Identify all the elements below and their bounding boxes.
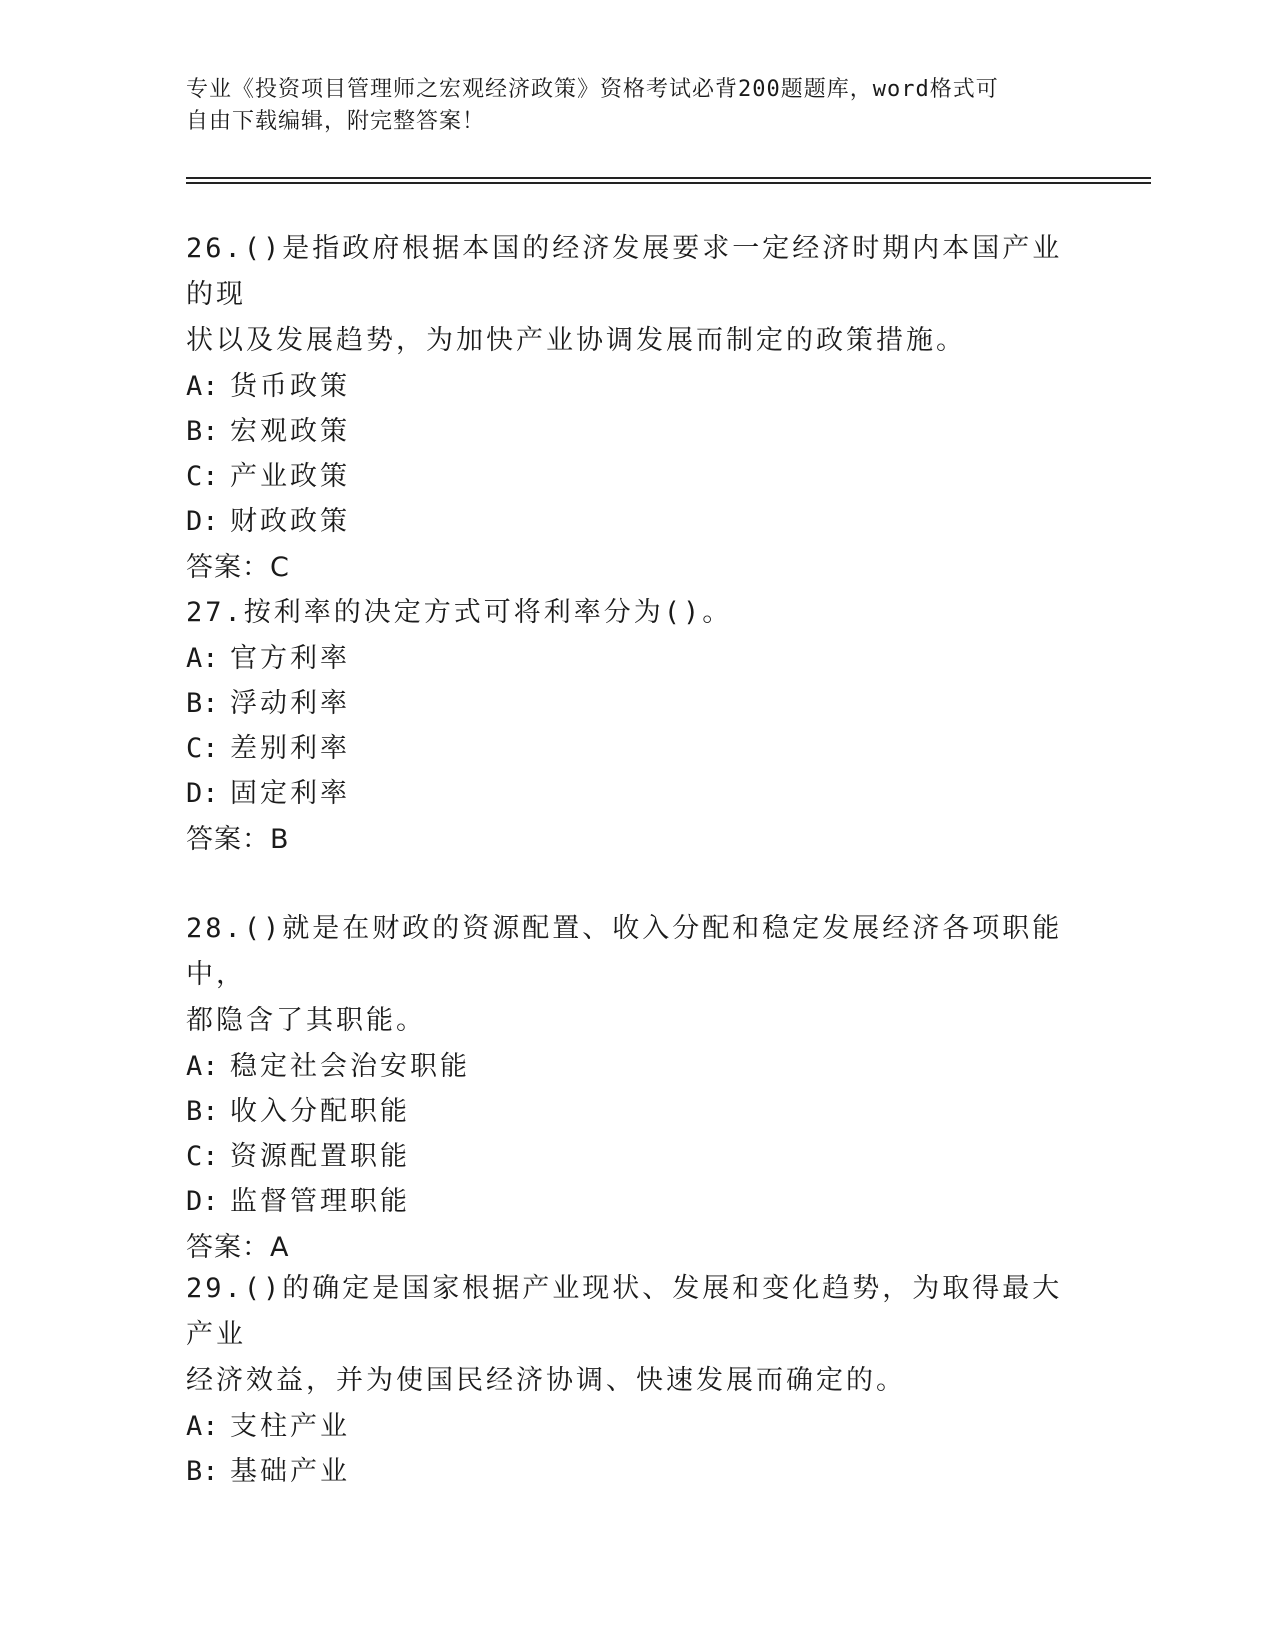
option-text: 产业政策 bbox=[230, 461, 350, 492]
answer-line: 答案：B bbox=[186, 824, 290, 855]
option-letter: B: bbox=[186, 416, 219, 447]
question-stem-line: 状以及发展趋势，为加快产业协调发展而制定的政策措施。 bbox=[186, 325, 966, 356]
option-c bbox=[186, 726, 1086, 771]
question-stem-line: 28.()就是在财政的资源配置、收入分配和稳定发展经济各项职能中， bbox=[186, 913, 1063, 990]
option-b bbox=[186, 681, 1086, 726]
option-b bbox=[186, 1089, 1086, 1134]
option-letter: A: bbox=[186, 1411, 219, 1442]
option-letter: B: bbox=[186, 1456, 219, 1487]
option-text: 收入分配职能 bbox=[230, 1096, 410, 1127]
option-text: 宏观政策 bbox=[230, 416, 350, 447]
option-letter: C: bbox=[186, 733, 219, 764]
question-stem bbox=[186, 906, 1086, 1044]
question-stem-line: 都隐含了其职能。 bbox=[186, 1005, 426, 1036]
option-a bbox=[186, 364, 1086, 409]
option-text: 稳定社会治安职能 bbox=[230, 1051, 470, 1082]
option-letter: D: bbox=[186, 506, 219, 537]
option-letter: C: bbox=[186, 1141, 219, 1172]
question-26 bbox=[186, 226, 1086, 592]
option-c bbox=[186, 1134, 1086, 1179]
question-stem-line: 26.()是指政府根据本国的经济发展要求一定经济时期内本国产业的现 bbox=[186, 233, 1063, 310]
header-divider-top bbox=[186, 177, 1151, 179]
option-text: 资源配置职能 bbox=[230, 1141, 410, 1172]
option-b bbox=[186, 409, 1086, 454]
option-letter: A: bbox=[186, 643, 219, 674]
question-27 bbox=[186, 590, 1086, 864]
option-a bbox=[186, 636, 1086, 681]
option-text: 浮动利率 bbox=[230, 688, 350, 719]
document-header bbox=[186, 74, 1066, 138]
question-stem-line: 经济效益，并为使国民经济协调、快速发展而确定的。 bbox=[186, 1365, 906, 1396]
option-a bbox=[186, 1044, 1086, 1089]
question-stem bbox=[186, 1266, 1086, 1404]
option-a bbox=[186, 1404, 1086, 1449]
question-29 bbox=[186, 1266, 1086, 1494]
option-letter: A: bbox=[186, 1051, 219, 1082]
option-d bbox=[186, 1179, 1086, 1224]
option-text: 货币政策 bbox=[230, 371, 350, 402]
option-text: 固定利率 bbox=[230, 778, 350, 809]
option-letter: B: bbox=[186, 1096, 219, 1127]
option-text: 监督管理职能 bbox=[230, 1186, 410, 1217]
question-stem bbox=[186, 590, 1086, 636]
option-letter: B: bbox=[186, 688, 219, 719]
question-28 bbox=[186, 906, 1086, 1272]
option-d bbox=[186, 771, 1086, 816]
option-b bbox=[186, 1449, 1086, 1494]
option-text: 支柱产业 bbox=[230, 1411, 350, 1442]
option-text: 基础产业 bbox=[230, 1456, 350, 1487]
option-letter: D: bbox=[186, 1186, 219, 1217]
option-letter: A: bbox=[186, 371, 219, 402]
question-stem-line: 27.按利率的决定方式可将利率分为()。 bbox=[186, 597, 733, 628]
option-d bbox=[186, 499, 1086, 544]
option-text: 差别利率 bbox=[230, 733, 350, 764]
question-stem bbox=[186, 226, 1086, 364]
header-divider-bottom bbox=[186, 182, 1151, 184]
answer-line: 答案：A bbox=[186, 1232, 290, 1263]
option-c bbox=[186, 454, 1086, 499]
option-letter: D: bbox=[186, 778, 219, 809]
answer-line: 答案：C bbox=[186, 552, 290, 583]
option-text: 官方利率 bbox=[230, 643, 350, 674]
question-stem-line: 29.()的确定是国家根据产业现状、发展和变化趋势，为取得最大产业 bbox=[186, 1273, 1063, 1350]
option-letter: C: bbox=[186, 461, 219, 492]
header-line-1: 专业《投资项目管理师之宏观经济政策》资格考试必背200题题库，word格式可 bbox=[186, 77, 999, 102]
header-line-2: 自由下载编辑，附完整答案！ bbox=[186, 109, 486, 134]
option-text: 财政政策 bbox=[230, 506, 350, 537]
